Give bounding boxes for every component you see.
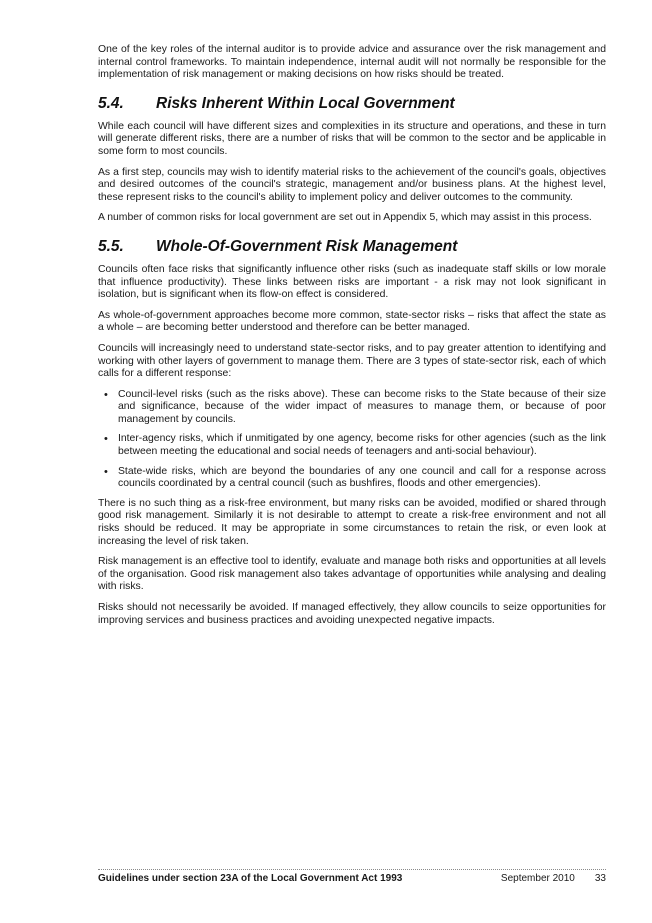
list-item: • State-wide risks, which are beyond the boundaries of any one council and call for a response across councils coordinated by a central council (such as bushfires, floods and other emergencies).	[118, 466, 606, 491]
risk-types-list	[98, 389, 606, 491]
section-number: 5.5.	[98, 237, 124, 255]
list-item: • Council-level risks (such as the risks above). These can become risks to the State because of their size and significance, because of the wider impact of measures to manage them, or because of poor management by councils.	[118, 389, 606, 427]
paragraph: Councils often face risks that significantly influence other risks (such as inadequate staff skills or low morale that influence productivity). These links between risks are important - a risk may not look significant in isolation, but is significant when its flow-on effect is considered.	[98, 263, 606, 301]
intro-paragraph: One of the key roles of the internal auditor is to provide advice and assurance over the risk management and internal control frameworks. To maintain independence, internal audit will not normally be responsible for the implementation of risk management or making decisions on how risks should be treated.	[98, 44, 606, 81]
section-number: 5.4.	[98, 94, 124, 112]
page-number: 33	[594, 873, 606, 884]
section-5-5-heading	[98, 238, 606, 256]
section-title: Risks Inherent Within Local Government	[156, 94, 455, 112]
paragraph: As whole-of-government approaches become more common, state-sector risks – risks that affect the state as a whole – are becoming better understood and therefore can be better managed.	[98, 309, 606, 334]
paragraph: Councils will increasingly need to understand state-sector risks, and to pay greater attention to identifying and working with other layers of government to manage them. There are 3 types of state-sector risk, each of which calls for a different response:	[98, 342, 606, 380]
paragraph: Risk management is an effective tool to identify, evaluate and manage both risks and opportunities at all levels of the organisation. Good risk management also takes advantage of opportunities while analysing and dealing with risks.	[98, 556, 606, 593]
paragraph: Risks should not necessarily be avoided. If managed effectively, they allow councils to seize opportunities for improving services and business practices and avoiding unexpected negative impacts.	[98, 602, 606, 626]
paragraph: A number of common risks for local government are set out in Appendix 5, which may assist in this process.	[98, 212, 592, 224]
paragraph: There is no such thing as a risk-free environment, but many risks can be avoided, modified or shared through good risk management. Similarly it is not desirable to attempt to create a risk-free environment and not all risks should be reduced. It may be appropriate in some circumstances to retain the risk, or even look at increasing the level of risk taken.	[98, 497, 606, 547]
section-title: Whole-Of-Government Risk Management	[156, 237, 458, 255]
footer-date: September 2010	[500, 873, 575, 884]
section-5-4-heading	[98, 95, 606, 113]
paragraph: While each council will have different sizes and complexities in its structure and operations, and these in turn will generate different risks, there are a number of risks that will be common to the sector and be applicable in some form to most councils.	[98, 120, 606, 157]
page-footer	[98, 869, 606, 885]
paragraph: As a first step, councils may wish to identify material risks to the achievement of the council's goals, objectives and desired outcomes of the council's strategic, management and/or business plans. At the highest level, these represent risks to the council's ability to implement policy and deliver outcomes to the community.	[98, 166, 606, 203]
list-item: • Inter-agency risks, which if unmitigated by one agency, become risks for other agencies (such as the link between meeting the educational and social needs of teenagers and anti-social behaviour).	[118, 433, 606, 458]
footer-title: Guidelines under section 23A of the Local Government Act 1993	[98, 873, 403, 884]
